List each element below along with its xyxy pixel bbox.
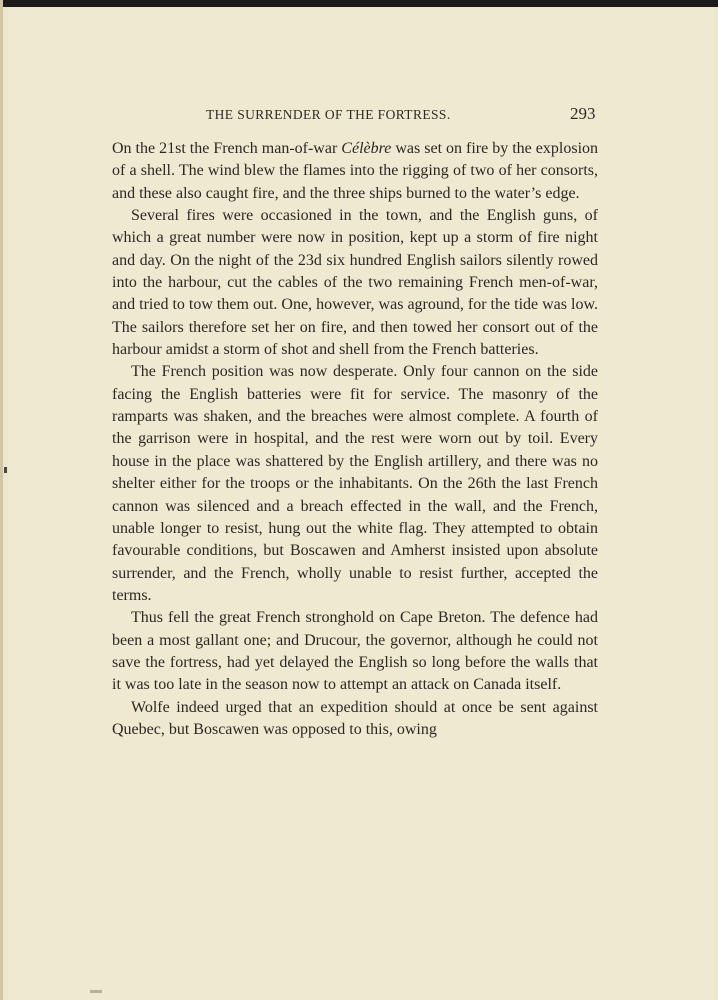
page-header [0,98,718,128]
ship-name: Célèbre [341,140,392,157]
scan-top-border [0,0,718,7]
paragraph: Thus fell the great French stronghold on Cape Breton. The defence had been a most gallant one; and Drucour, the governor, although he could not save the fortress, had yet delayed the English so long before the walls that it was too late in the season now to attempt an attack on Canada itself. [112,609,598,694]
running-title: THE SURRENDER OF THE FORTRESS. [206,107,451,122]
page-number: 293 [570,104,596,123]
paragraph: Wolfe indeed urged that an expedition should at once be sent against Quebec, but Boscawen was opposed to this, owing [112,698,598,738]
text-run: On the 21st the French man-of-war [112,140,342,157]
margin-mark [4,467,7,473]
paragraph: Several fires were occasioned in the town, and the English guns, of which a great number were now in position, kept up a storm of fire night and day. On the night of the 23d six hundred English sailors silently rowed into the harbour, cut the cables of the two remaining French men-of-war, and tried to tow them out. One, however, was aground, for the tide was low. The sailors therefore set her on fire, and then towed her consort out of the harbour amidst a storm of shot and shell from the French batteries. [112,207,598,359]
paragraph [112,138,598,205]
text-run: was set on fire by the explosion of a shell. The wind blew the flames into the rigging of two of her consorts, and these also caught fire, and the three ships burned to the water’s edge. [112,140,599,202]
scan-artifact [90,990,102,993]
body-text [112,138,598,741]
page-gutter [0,0,3,1000]
paragraph: The French position was now desperate. Only four cannon on the side facing the English batteries were fit for service. The masonry of the ramparts was shaken, and the breaches were almost complete. A fourth of the garrison were in hospital, and the rest were worn out by toil. Every house in the place was shattered by the English artillery, and there was no shelter either for the troops or the inhabitants. On the 26th the last French cannon was silenced and a breach effected in the wall, and the French, unable longer to resist, hung out the white flag. They attempted to obtain favourable conditions, but Boscawen and Amherst insisted upon absolute surrender, and the French, wholly unable to resist further, accepted the terms. [112,363,598,604]
